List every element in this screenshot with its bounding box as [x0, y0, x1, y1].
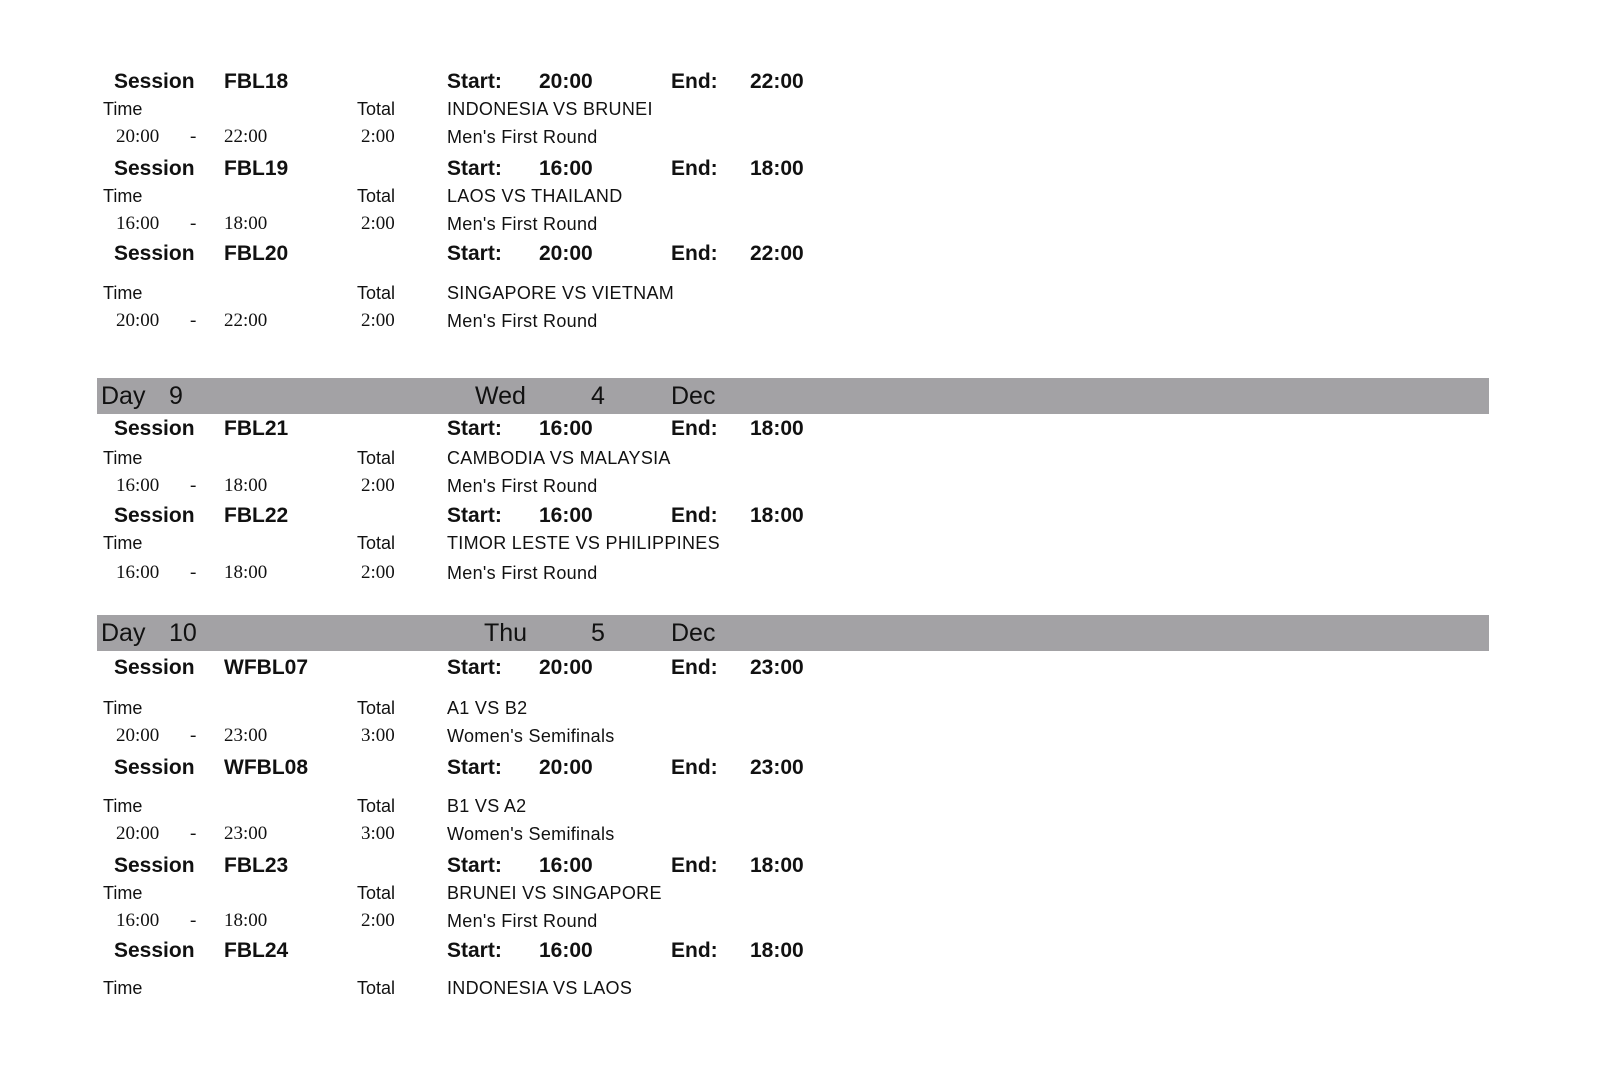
start-label: Start: [447, 157, 502, 180]
time-label: Time [103, 796, 143, 816]
start-time: 16:00 [539, 939, 593, 962]
session-label: Session [114, 417, 195, 440]
time-from: 20:00 [116, 725, 160, 746]
match-name: LAOS VS THAILAND [447, 186, 623, 206]
day-number: 9 [169, 382, 183, 410]
match-name: INDONESIA VS LAOS [447, 978, 633, 998]
day-date: 5 [591, 619, 605, 647]
start-label: Start: [447, 756, 502, 779]
time-label: Time [103, 533, 143, 553]
start-label: Start: [447, 242, 502, 265]
end-time: 18:00 [750, 939, 804, 962]
total-label: Total [357, 448, 396, 468]
day-month: Dec [671, 619, 716, 647]
round-name: Women's Semifinals [447, 726, 615, 746]
day-date: 4 [591, 382, 605, 410]
session-label: Session [114, 939, 195, 962]
time-from: 20:00 [116, 126, 160, 147]
start-label: Start: [447, 504, 502, 527]
session-code: FBL21 [224, 417, 289, 440]
start-time: 16:00 [539, 504, 593, 527]
round-name: Men's First Round [447, 311, 598, 331]
time-label: Time [103, 698, 143, 718]
match-name: A1 VS B2 [447, 698, 528, 718]
time-to: 18:00 [224, 910, 268, 931]
time-from: 16:00 [116, 910, 160, 931]
time-label: Time [103, 978, 143, 998]
round-name: Men's First Round [447, 911, 598, 931]
end-time: 23:00 [750, 656, 804, 679]
total-duration: 2:00 [361, 475, 395, 496]
total-label: Total [357, 883, 396, 903]
total-duration: 2:00 [361, 910, 395, 931]
session-code: FBL20 [224, 242, 289, 265]
time-label: Time [103, 283, 143, 303]
total-label: Total [357, 283, 396, 303]
day-month: Dec [671, 382, 716, 410]
session-label: Session [114, 157, 195, 180]
time-dash: - [190, 126, 197, 147]
total-label: Total [357, 186, 396, 206]
session-label: Session [114, 854, 195, 877]
time-dash: - [190, 213, 197, 234]
start-time: 20:00 [539, 70, 593, 93]
time-to: 18:00 [224, 475, 268, 496]
round-name: Women's Semifinals [447, 824, 615, 844]
end-time: 18:00 [750, 504, 804, 527]
end-label: End: [671, 417, 718, 440]
day-header [97, 615, 1489, 651]
end-time: 18:00 [750, 157, 804, 180]
total-label: Total [357, 99, 396, 119]
match-name: B1 VS A2 [447, 796, 527, 816]
day-number: 10 [169, 619, 197, 647]
time-label: Time [103, 99, 143, 119]
time-dash: - [190, 823, 197, 844]
total-label: Total [357, 978, 396, 998]
time-dash: - [190, 725, 197, 746]
start-time: 20:00 [539, 656, 593, 679]
time-to: 22:00 [224, 310, 268, 331]
time-label: Time [103, 883, 143, 903]
day-label: Day [101, 382, 146, 410]
day-weekday: Wed [475, 382, 526, 410]
start-time: 16:00 [539, 157, 593, 180]
round-name: Men's First Round [447, 476, 598, 496]
total-label: Total [357, 698, 396, 718]
time-label: Time [103, 448, 143, 468]
session-code: FBL22 [224, 504, 289, 527]
start-time: 16:00 [539, 417, 593, 440]
total-duration: 2:00 [361, 310, 395, 331]
time-dash: - [190, 310, 197, 331]
time-to: 18:00 [224, 213, 268, 234]
time-dash: - [190, 562, 197, 583]
end-label: End: [671, 939, 718, 962]
start-time: 20:00 [539, 242, 593, 265]
end-label: End: [671, 656, 718, 679]
day-weekday: Thu [484, 619, 528, 647]
total-label: Total [357, 533, 396, 553]
time-to: 22:00 [224, 126, 268, 147]
total-label: Total [357, 796, 396, 816]
end-time: 22:00 [750, 242, 804, 265]
session-label: Session [114, 504, 195, 527]
session-code: FBL23 [224, 854, 289, 877]
total-duration: 2:00 [361, 126, 395, 147]
round-name: Men's First Round [447, 127, 598, 147]
time-dash: - [190, 910, 197, 931]
end-label: End: [671, 157, 718, 180]
session-code: FBL18 [224, 70, 289, 93]
time-label: Time [103, 186, 143, 206]
start-time: 20:00 [539, 756, 593, 779]
time-to: 23:00 [224, 823, 268, 844]
session-label: Session [114, 242, 195, 265]
total-duration: 3:00 [361, 823, 395, 844]
end-time: 22:00 [750, 70, 804, 93]
round-name: Men's First Round [447, 563, 598, 583]
time-from: 20:00 [116, 310, 160, 331]
time-from: 16:00 [116, 213, 160, 234]
round-name: Men's First Round [447, 214, 598, 234]
session-label: Session [114, 756, 195, 779]
time-from: 20:00 [116, 823, 160, 844]
end-label: End: [671, 504, 718, 527]
match-name: BRUNEI VS SINGAPORE [447, 883, 662, 903]
start-label: Start: [447, 70, 502, 93]
start-label: Start: [447, 417, 502, 440]
end-time: 18:00 [750, 417, 804, 440]
end-label: End: [671, 756, 718, 779]
time-dash: - [190, 475, 197, 496]
session-code: FBL19 [224, 157, 289, 180]
session-code: WFBL07 [224, 656, 308, 679]
start-label: Start: [447, 939, 502, 962]
match-name: TIMOR LESTE VS PHILIPPINES [447, 533, 720, 553]
match-name: SINGAPORE VS VIETNAM [447, 283, 675, 303]
time-to: 23:00 [224, 725, 268, 746]
time-from: 16:00 [116, 562, 160, 583]
time-from: 16:00 [116, 475, 160, 496]
total-duration: 3:00 [361, 725, 395, 746]
session-label: Session [114, 656, 195, 679]
time-to: 18:00 [224, 562, 268, 583]
end-label: End: [671, 242, 718, 265]
start-time: 16:00 [539, 854, 593, 877]
start-label: Start: [447, 854, 502, 877]
total-duration: 2:00 [361, 562, 395, 583]
start-label: Start: [447, 656, 502, 679]
session-label: Session [114, 70, 195, 93]
end-label: End: [671, 854, 718, 877]
session-code: FBL24 [224, 939, 289, 962]
end-time: 18:00 [750, 854, 804, 877]
session-code: WFBL08 [224, 756, 308, 779]
end-label: End: [671, 70, 718, 93]
total-duration: 2:00 [361, 213, 395, 234]
match-name: INDONESIA VS BRUNEI [447, 99, 653, 119]
end-time: 23:00 [750, 756, 804, 779]
match-name: CAMBODIA VS MALAYSIA [447, 448, 671, 468]
day-header [97, 378, 1489, 414]
day-label: Day [101, 619, 146, 647]
